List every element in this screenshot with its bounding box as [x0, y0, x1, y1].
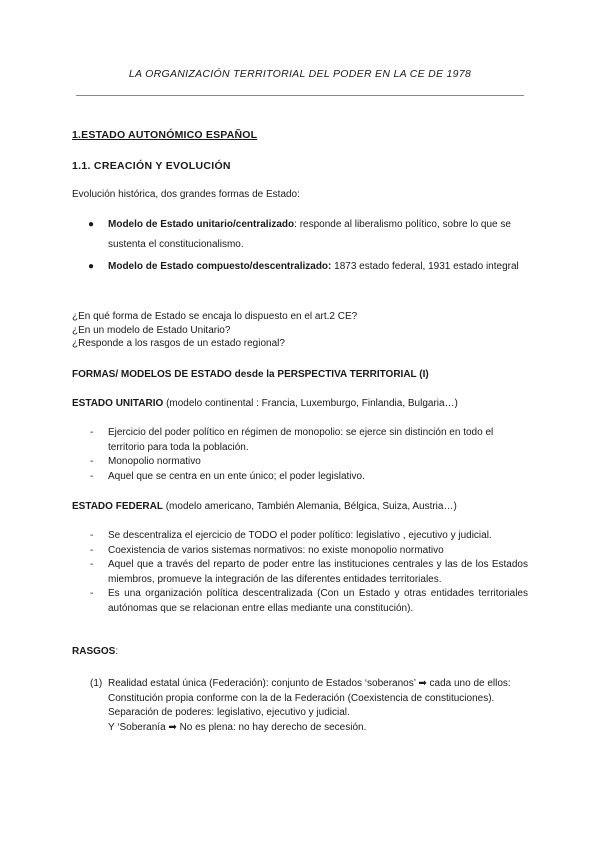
rasgos-title: RASGOS: [72, 646, 116, 657]
header-divider: [76, 95, 524, 96]
form-description: 1873 estado federal, 1931 estado integral: [331, 261, 519, 272]
subsection-heading: 1.1. CREACIÓN Y EVOLUCIÓN: [72, 160, 231, 172]
question: ¿En un modelo de Estado Unitario?: [72, 324, 231, 336]
questions-block: [72, 310, 357, 351]
federal-subtitle: (modelo americano, También Alemania, Bélgica, Suiza, Austria…): [162, 501, 457, 512]
document-header: LA ORGANIZACIÓN TERRITORIAL DEL PODER EN LA CE DE 1978: [128, 68, 472, 80]
unitario-subtitle: (modelo continental : Francia, Luxemburgo, Finlandia, Bulgaria…): [163, 398, 458, 409]
rasgos-heading: [72, 646, 118, 657]
unitario-title: ESTADO UNITARIO: [72, 398, 164, 409]
list-item: [88, 257, 528, 277]
form-title: Modelo de Estado unitario/centralizado: [108, 219, 295, 230]
list-item: - Se descentraliza el ejercicio de TODO el poder político: legislativo , ejecutivo y judicial.: [90, 530, 492, 541]
item-text: Se descentraliza el ejercicio de TODO el poder político: legislativo , ejecutivo y judicial.: [108, 530, 492, 541]
unitario-list: [90, 426, 528, 484]
list-item: [88, 215, 528, 255]
item-text: Ejercicio del poder político en régimen de monopolio: se ejerce sin distinción en todo el territorio para toda la población.: [108, 427, 494, 453]
item-text: Aquel que a través del reparto de poder entre las instituciones centrales y las de los Estados miembros, promueve la integración de las diferentes entidades territoriales.: [108, 559, 528, 585]
list-item: - Monopolio normativo: [90, 456, 201, 467]
item-line: Y ‘Soberanía ➡ No es plena: no hay derecho de secesión.: [108, 721, 367, 733]
item-number: (1): [90, 678, 103, 689]
federal-list: [90, 529, 528, 616]
list-item: - Coexistencia de varios sistemas normativos: no existe monopolio normativo: [90, 544, 444, 556]
models-heading: FORMAS/ MODELOS DE ESTADO desde la PERSPECTIVA TERRITORIAL (I): [72, 369, 429, 380]
unitario-heading: [72, 398, 458, 409]
bullet-icon: ●: [88, 261, 95, 272]
rasgos-list: [90, 677, 528, 735]
list-item: - Ejercicio del poder político en régimen de monopolio: se ejerce sin distinción en todo el territorio para toda la población.: [90, 427, 494, 453]
item-line: Separación de poderes: legislativo, ejecutivo y judicial.: [108, 707, 350, 718]
numbered-item: [90, 677, 528, 735]
item-text: Coexistencia de varios sistemas normativos: no existe monopolio normativo: [108, 544, 444, 556]
intro-paragraph: Evolución histórica, dos grandes formas de Estado:: [72, 189, 300, 200]
section-heading: 1.ESTADO AUTONÓMICO ESPAÑOL: [72, 129, 258, 141]
form-description: : responde al liberalismo político, sobre lo que se sustenta el constitucionalismo.: [108, 219, 511, 250]
federal-title: ESTADO FEDERAL: [72, 501, 163, 512]
bullet-icon: ●: [88, 219, 95, 230]
item-line: Constitución propia conforme con la de la Federación (Coexistencia de constituciones).: [108, 692, 495, 704]
item-text: Aquel que se centra en un ente único; el poder legislativo.: [108, 470, 365, 482]
item-line: Realidad estatal única (Federación): conjunto de Estados ‘soberanos’ ➡ cada uno de ellos:: [108, 678, 511, 689]
rasgos-colon: :: [115, 646, 119, 657]
item-text: Monopolio normativo: [108, 456, 201, 467]
item-text: Es una organización política descentralizada (Con un Estado y otras entidades territoriales autónomas que se relacionan entre ellas mediante una constitución).: [108, 588, 528, 614]
list-item: - Aquel que a través del reparto de poder entre las instituciones centrales y las de los Estados miembros, promueve la integración de las diferentes entidades territoriales.: [90, 559, 528, 585]
list-item: - Es una organización política descentralizada (Con un Estado y otras entidades territoriales autónomas que se relacionan entre ellas mediante una constitución).: [90, 588, 528, 614]
question: ¿Responde a los rasgos de un estado regional?: [72, 338, 285, 349]
question: ¿En qué forma de Estado se encaja lo dispuesto en el art.2 CE?: [72, 311, 358, 322]
list-item: - Aquel que se centra en un ente único; el poder legislativo.: [90, 470, 365, 482]
federal-heading: [72, 501, 457, 512]
form-title: Modelo de Estado compuesto/descentralizado:: [108, 261, 332, 272]
state-forms-list: [88, 215, 528, 279]
